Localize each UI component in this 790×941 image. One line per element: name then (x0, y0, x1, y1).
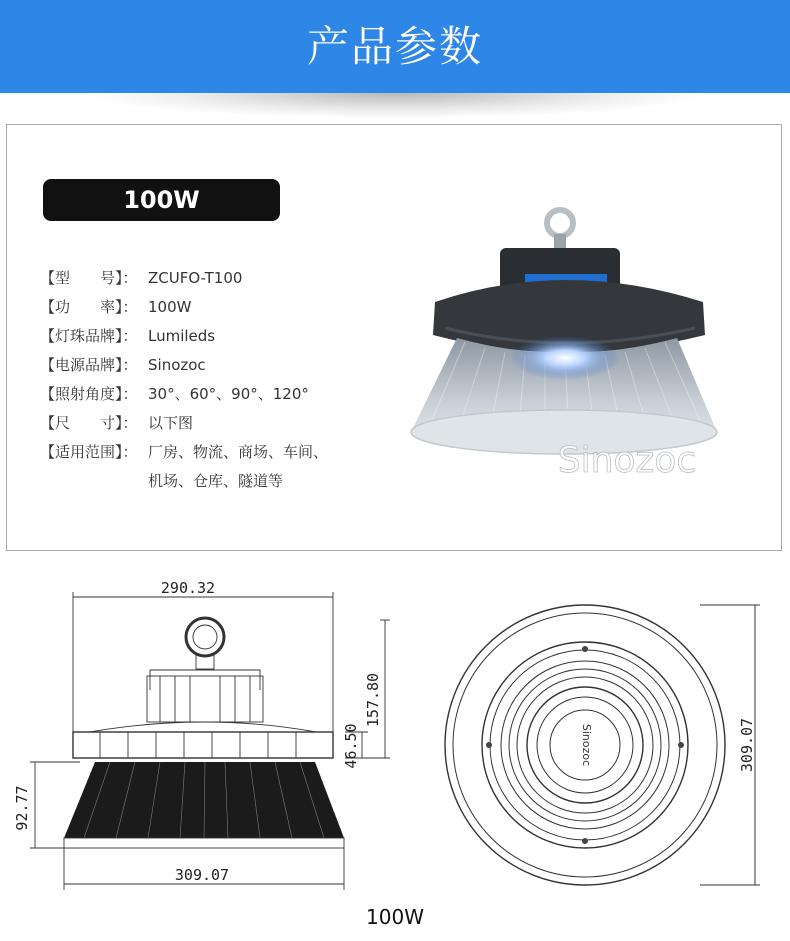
spec-row-power (40, 293, 400, 322)
spec-label: 【型 号】： (40, 269, 138, 287)
dim-top-width: 290.32 (160, 579, 216, 597)
hook-ring (547, 210, 573, 236)
top-view-brand: Sinozoc (580, 723, 593, 767)
spec-row-application (40, 438, 400, 467)
spec-label: 【适用范围】： (40, 443, 138, 461)
dim-body-height: 46.50 (342, 723, 360, 769)
drawing-caption: 100W (366, 905, 424, 929)
page-title: 产品参数 (306, 22, 483, 71)
spec-value: 机场、仓库、隧道等 (148, 472, 284, 490)
spec-value: 以下图 (148, 414, 194, 432)
spec-value: Lumileds (148, 327, 216, 345)
dim-upper-height: 157.80 (364, 672, 382, 728)
spec-value: 厂房、物流、商场、车间、 (148, 443, 329, 461)
spec-value: 100W (148, 298, 192, 316)
spec-value: Sinozoc (148, 356, 206, 374)
dim-reflector-height: 92.77 (13, 785, 31, 831)
product-image (405, 200, 730, 490)
spec-row-driver-brand (40, 351, 400, 380)
technical-drawings (0, 570, 790, 900)
spec-label: 【灯珠品牌】： (40, 327, 138, 345)
spec-list (40, 264, 400, 496)
banner-shadow (80, 93, 710, 119)
spec-label: 【照射角度】： (40, 385, 138, 403)
spec-label: 【电源品牌】： (40, 356, 138, 374)
spec-row-dimensions (40, 409, 400, 438)
watermark: Sinozoc (557, 440, 697, 481)
spec-row-model (40, 264, 400, 293)
dim-diameter: 309.07 (738, 717, 756, 773)
spec-label: 【功 率】： (40, 298, 138, 316)
spec-row-application-cont (40, 467, 400, 496)
spec-value: 30°、60°、90°、120° (148, 385, 309, 403)
led-glow (510, 336, 620, 380)
spec-label: 【尺 寸】： (40, 414, 138, 432)
spec-value: ZCUFO-T100 (148, 269, 243, 287)
spec-row-beam-angle (40, 380, 400, 409)
dim-bottom-width: 309.07 (174, 866, 230, 884)
wattage-badge: 100W (43, 179, 280, 221)
spec-row-led-brand (40, 322, 400, 351)
